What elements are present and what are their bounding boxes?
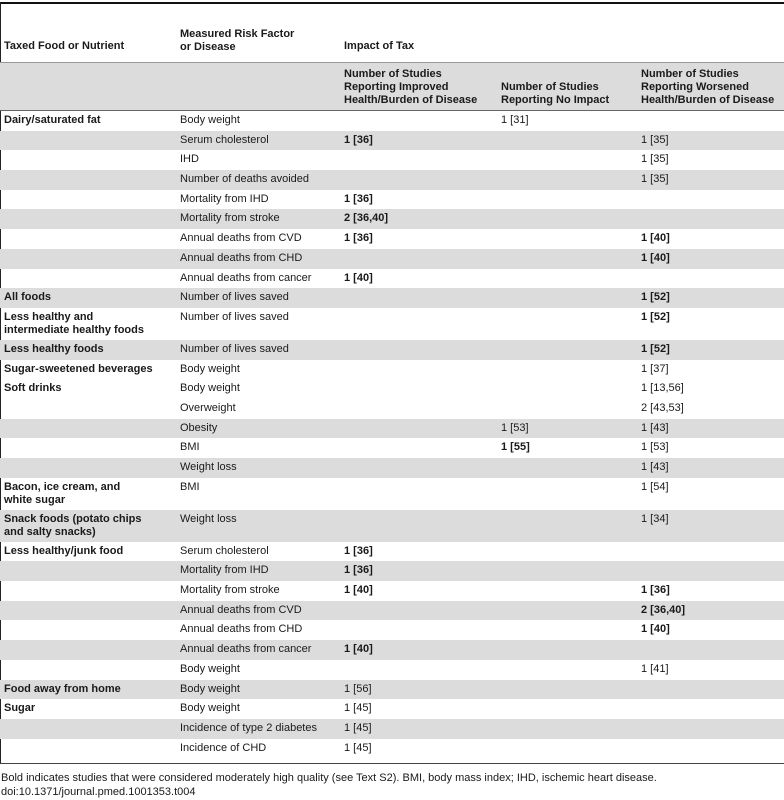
cell-improved: 1 [40] (340, 640, 497, 660)
table-row (0, 719, 784, 739)
cell-food (0, 399, 176, 419)
cell-food (0, 601, 176, 621)
cell-food (0, 640, 176, 660)
cell-worsened: 1 [52] (637, 340, 784, 360)
cell-food (0, 150, 176, 170)
cell-factor: Weight loss (176, 510, 340, 542)
cell-no-impact (497, 190, 637, 210)
table-row (0, 542, 784, 562)
cell-food (0, 438, 176, 458)
cell-no-impact: 1 [53] (497, 419, 637, 439)
cell-improved: 1 [45] (344, 702, 372, 715)
cell-worsened (637, 561, 784, 581)
cell-food: Less healthy/junk food (4, 544, 124, 557)
cell-worsened: 1 [43] (637, 419, 784, 439)
cell-no-impact (497, 478, 637, 510)
table-row (0, 190, 784, 210)
cell-worsened: 1 [54] (641, 480, 669, 493)
cell-improved (340, 249, 497, 269)
table-row (0, 581, 784, 601)
cell-no-impact (497, 150, 637, 170)
cell-no-impact (497, 458, 637, 478)
table-row (0, 150, 784, 170)
cell-food (0, 660, 176, 680)
cell-improved (340, 478, 497, 510)
cell-improved: 1 [36] (344, 232, 373, 245)
table-row (0, 269, 784, 289)
cell-factor: Body weight (180, 114, 240, 126)
cell-improved: 1 [36] (344, 192, 373, 205)
cell-no-impact (497, 581, 637, 601)
cell-no-impact (497, 170, 637, 190)
cell-factor: Mortality from stroke (180, 584, 280, 597)
table-row (0, 209, 784, 229)
cell-no-impact (497, 209, 637, 229)
cell-improved (340, 458, 497, 478)
cell-no-impact (497, 340, 637, 360)
cell-food (0, 581, 176, 601)
cell-food (0, 458, 176, 478)
cell-no-impact (497, 561, 637, 581)
cell-no-impact (497, 308, 637, 340)
cell-food: All foods (0, 288, 176, 308)
cell-no-impact (497, 601, 637, 621)
cell-no-impact (497, 699, 637, 719)
cell-no-impact (497, 680, 637, 700)
table-row (0, 699, 784, 719)
cell-worsened: 1 [35] (637, 131, 784, 151)
cell-food (0, 131, 176, 151)
cell-worsened: 1 [40] (641, 623, 670, 636)
header-taxed-food: Taxed Food or Nutrient (4, 40, 125, 52)
cell-worsened: 1 [13,56] (641, 382, 684, 395)
header-risk-factor-line1: Measured Risk Factor (180, 28, 295, 40)
cell-no-impact (497, 510, 637, 542)
cell-no-impact (497, 739, 637, 759)
cell-worsened: 1 [52] (641, 310, 670, 323)
cell-worsened (637, 209, 784, 229)
cell-factor: Annual deaths from cancer (180, 271, 312, 284)
cell-worsened (637, 719, 784, 739)
risk-factor-table (0, 25, 784, 758)
cell-worsened (637, 739, 784, 759)
cell-food (0, 419, 176, 439)
header-risk-factor (176, 25, 340, 63)
cell-no-impact (497, 269, 637, 289)
cell-factor: Incidence of type 2 diabetes (176, 719, 340, 739)
cell-worsened (637, 680, 784, 700)
cell-no-impact (497, 399, 637, 419)
cell-no-impact (497, 660, 637, 680)
cell-factor: Body weight (180, 702, 240, 715)
cell-worsened: 1 [40] (637, 249, 784, 269)
cell-worsened (637, 640, 784, 660)
table-row (0, 478, 784, 510)
cell-worsened: 1 [52] (637, 288, 784, 308)
subheader-improved: Number of Studies Reporting Improved Health/Burden of Disease (340, 63, 497, 111)
table-row (0, 601, 784, 621)
cell-worsened: 2 [43,53] (641, 401, 684, 414)
cell-factor: Weight loss (176, 458, 340, 478)
table-body (0, 111, 784, 759)
cell-factor: IHD (180, 153, 199, 166)
cell-food: Less healthy and intermediate healthy foods (4, 310, 144, 336)
cell-food (0, 229, 176, 249)
table-footnote (0, 763, 784, 799)
cell-factor: Number of lives saved (176, 340, 340, 360)
cell-food (0, 190, 176, 210)
cell-worsened: 1 [40] (641, 232, 670, 245)
cell-improved: 1 [36] (344, 544, 373, 557)
table-row (0, 739, 784, 759)
table-row (0, 360, 784, 380)
table-row (0, 419, 784, 439)
cell-food: Bacon, ice cream, and white sugar (4, 480, 121, 506)
table-row (0, 379, 784, 399)
cell-no-impact (497, 131, 637, 151)
subheader-row (0, 63, 784, 111)
cell-food: Food away from home (0, 680, 176, 700)
cell-improved (340, 360, 497, 380)
cell-food (0, 269, 176, 289)
cell-improved (340, 399, 497, 419)
cell-worsened (637, 190, 784, 210)
cell-improved (340, 150, 497, 170)
header-risk-factor-line2: or Disease (180, 41, 236, 53)
cell-improved (340, 308, 497, 340)
header-impact: Impact of Tax (344, 40, 415, 52)
cell-improved: 1 [45] (344, 741, 372, 754)
cell-worsened: 1 [35] (637, 170, 784, 190)
cell-no-impact (497, 379, 637, 399)
cell-factor: Number of deaths avoided (176, 170, 340, 190)
cell-food (0, 249, 176, 269)
cell-improved (340, 601, 497, 621)
cell-factor: Mortality from IHD (176, 561, 340, 581)
cell-factor: Number of lives saved (176, 288, 340, 308)
cell-no-impact (497, 229, 637, 249)
cell-factor: Serum cholesterol (180, 544, 269, 557)
cell-food (0, 561, 176, 581)
table-row (0, 308, 784, 340)
footnote-text: Bold indicates studies that were considered moderately high quality (see Text S2). BMI, body mass index; IHD, ischemic heart disease. (1, 772, 657, 784)
cell-worsened: 1 [36] (641, 584, 670, 597)
cell-worsened: 1 [41] (641, 662, 669, 675)
cell-improved: 1 [40] (344, 584, 373, 597)
table-row (0, 510, 784, 542)
cell-food (0, 209, 176, 229)
cell-factor: Mortality from IHD (180, 192, 269, 205)
cell-improved (340, 111, 497, 131)
cell-improved: 2 [36,40] (340, 209, 497, 229)
cell-improved (340, 288, 497, 308)
cell-worsened (637, 269, 784, 289)
cell-food: Snack foods (potato chips and salty snacks) (0, 510, 176, 542)
cell-food: Sugar (4, 702, 36, 715)
cell-food: Dairy/saturated fat (4, 114, 101, 126)
cell-food (0, 620, 176, 640)
cell-no-impact (497, 360, 637, 380)
cell-improved (340, 620, 497, 640)
table-row (0, 458, 784, 478)
cell-improved: 1 [45] (340, 719, 497, 739)
cell-improved (340, 510, 497, 542)
cell-food (0, 170, 176, 190)
cell-factor: Annual deaths from CVD (176, 601, 340, 621)
table-row (0, 131, 784, 151)
cell-food (0, 719, 176, 739)
cell-worsened (637, 542, 784, 562)
cell-factor: Body weight (180, 662, 240, 675)
table-row (0, 620, 784, 640)
cell-factor: Annual deaths from cancer (176, 640, 340, 660)
table-row (0, 111, 784, 131)
cell-improved (340, 379, 497, 399)
cell-worsened: 1 [37] (641, 362, 669, 375)
cell-improved (340, 170, 497, 190)
table-row (0, 680, 784, 700)
cell-improved: 1 [40] (344, 271, 373, 284)
cell-factor: Number of lives saved (180, 310, 289, 323)
subheader-worsened: Number of Studies Reporting Worsened Health/Burden of Disease (637, 63, 784, 111)
table-row (0, 170, 784, 190)
cell-factor: Body weight (180, 362, 240, 375)
cell-factor: Annual deaths from CHD (180, 623, 303, 636)
cell-factor: Incidence of CHD (180, 741, 267, 754)
doi-text: doi:10.1371/journal.pmed.1001353.t004 (1, 786, 196, 798)
cell-improved: 1 [56] (340, 680, 497, 700)
table-row (0, 340, 784, 360)
cell-factor: Annual deaths from CVD (180, 232, 302, 245)
table-row (0, 288, 784, 308)
cell-factor: Body weight (176, 680, 340, 700)
cell-no-impact (497, 288, 637, 308)
cell-no-impact (497, 640, 637, 660)
cell-worsened: 1 [35] (641, 153, 669, 166)
cell-no-impact (497, 620, 637, 640)
cell-worsened: 1 [43] (637, 458, 784, 478)
cell-factor: Mortality from stroke (176, 209, 340, 229)
cell-improved (340, 419, 497, 439)
subheader-no-impact: Number of Studies Reporting No Impact (497, 63, 637, 111)
cell-factor: BMI (180, 441, 200, 454)
table-row (0, 399, 784, 419)
cell-improved (340, 660, 497, 680)
table-row (0, 640, 784, 660)
cell-worsened: 2 [36,40] (637, 601, 784, 621)
cell-food: Sugar-sweetened beverages (4, 362, 153, 375)
table-row (0, 660, 784, 680)
cell-no-impact (497, 249, 637, 269)
cell-factor: Serum cholesterol (176, 131, 340, 151)
cell-improved: 1 [36] (340, 131, 497, 151)
table-row (0, 249, 784, 269)
cell-food: Soft drinks (4, 382, 62, 395)
cell-improved: 1 [36] (340, 561, 497, 581)
cell-improved (340, 340, 497, 360)
cell-no-impact (497, 542, 637, 562)
cell-factor: Obesity (176, 419, 340, 439)
cell-factor: Body weight (180, 382, 240, 395)
cell-improved (340, 438, 497, 458)
table-row (0, 438, 784, 458)
header-row (0, 25, 784, 63)
cell-worsened: 1 [53] (641, 441, 669, 454)
cell-factor: BMI (180, 480, 200, 493)
top-rule (0, 2, 784, 4)
cell-food: Less healthy foods (0, 340, 176, 360)
table-row (0, 229, 784, 249)
table-row (0, 561, 784, 581)
cell-food (0, 739, 176, 759)
cell-worsened (637, 111, 784, 131)
cell-factor: Overweight (180, 401, 236, 414)
cell-no-impact: 1 [31] (501, 114, 529, 126)
cell-worsened (637, 699, 784, 719)
cell-no-impact: 1 [55] (501, 441, 530, 454)
cell-worsened: 1 [34] (637, 510, 784, 542)
cell-no-impact (497, 719, 637, 739)
cell-factor: Annual deaths from CHD (176, 249, 340, 269)
